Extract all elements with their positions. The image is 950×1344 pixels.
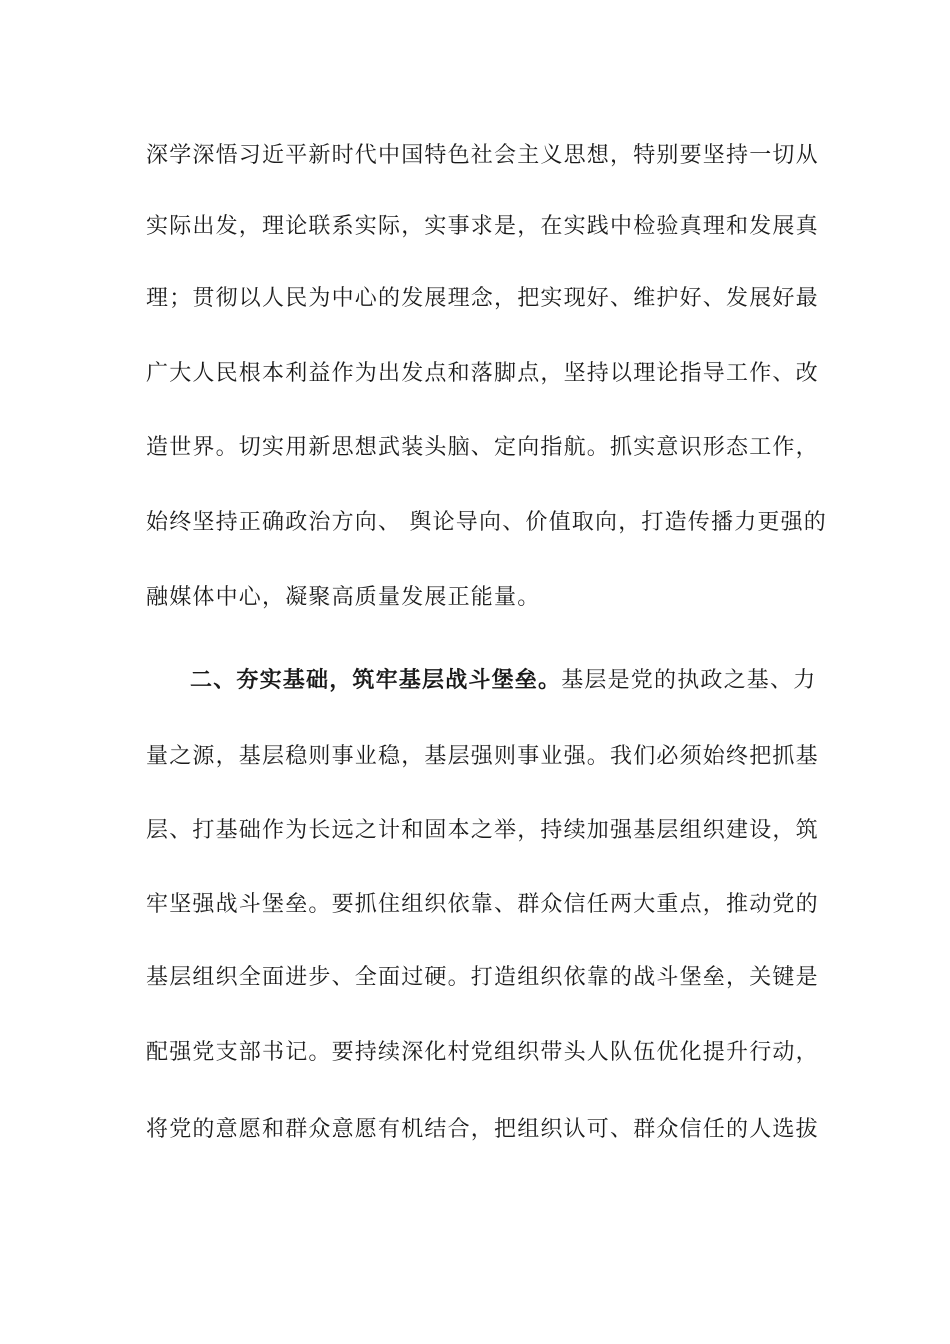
paragraph-line: 造世界。切实用新思想武装头脑、定向指航。抓实意识形态工作， (146, 435, 819, 460)
paragraph-line: 配强党支部书记。要持续深化村党组织带头人队伍优化提升行动， (146, 1040, 819, 1065)
paragraph-line: 层、打基础作为长远之计和固本之举，持续加强基层组织建设，筑 (146, 818, 819, 843)
paragraph-text: 基层是党的执政之基、力 (561, 668, 817, 693)
paragraph-line: 广大人民根本利益作为出发点和落脚点，坚持以理论指导工作、改 (146, 361, 819, 386)
paragraph-first-line (190, 665, 817, 696)
paragraph-line: 实际出发，理论联系实际，实事求是，在实践中检验真理和发展真 (146, 214, 819, 239)
paragraph-line: 量之源，基层稳则事业稳，基层强则事业强。我们必须始终把抓基 (146, 744, 819, 769)
paragraph-line: 融媒体中心，凝聚高质量发展正能量。 (146, 585, 541, 610)
paragraph-line: 基层组织全面进步、全面过硬。打造组织依靠的战斗堡垒，关键是 (146, 965, 819, 990)
section-heading: 二、夯实基础，筑牢基层战斗堡垒。 (190, 667, 562, 693)
paragraph-line: 始终坚持正确政治方向、 舆论导向、价值取向，打造传播力更强的 (146, 510, 827, 535)
paragraph-line: 深学深悟习近平新时代中国特色社会主义思想，特别要坚持一切从 (146, 143, 819, 168)
paragraph-line: 将党的意愿和群众意愿有机结合，把组织认可、群众信任的人选拔 (146, 1117, 819, 1142)
paragraph-line: 理；贯彻以人民为中心的发展理念，把实现好、维护好、发展好最 (146, 286, 819, 311)
paragraph-line: 牢坚强战斗堡垒。要抓住组织依靠、群众信任两大重点，推动党的 (146, 892, 819, 917)
